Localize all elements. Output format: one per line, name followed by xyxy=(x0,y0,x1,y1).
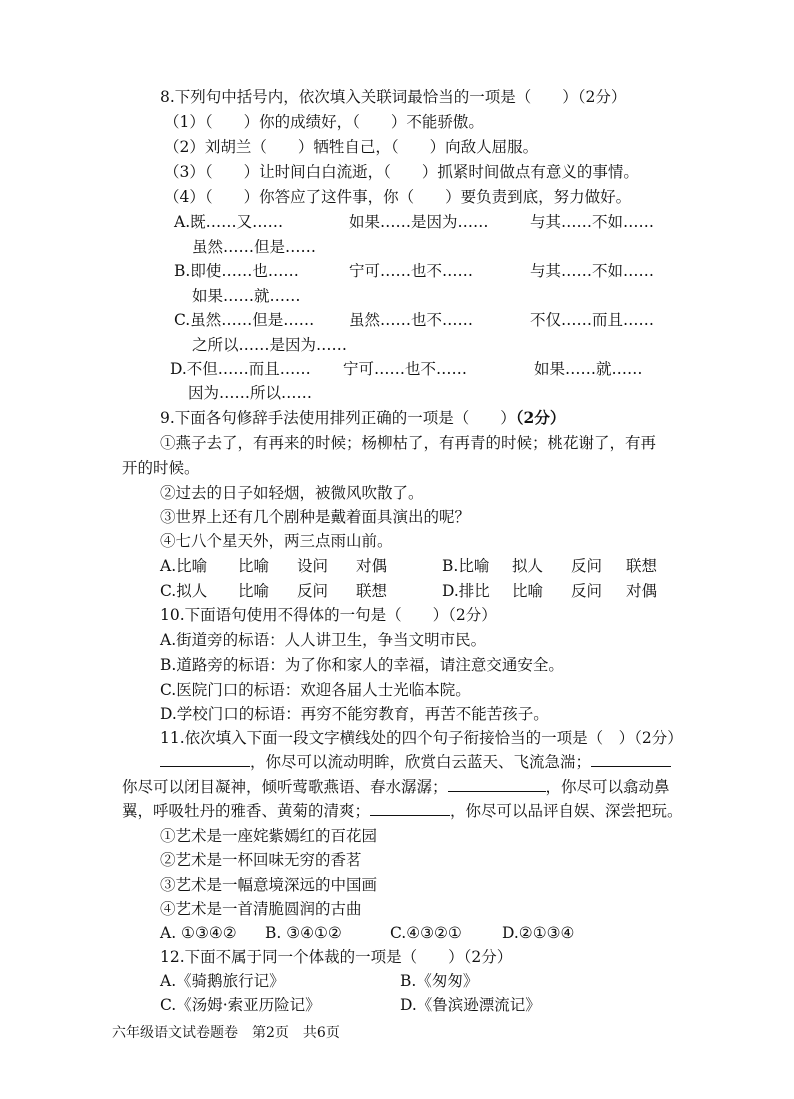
q9-option-b-4: 联想 xyxy=(626,557,658,575)
q8-option-a-2: 如果……是因为…… xyxy=(349,213,489,231)
q11-passage-text-2a: 你尽可以闭目凝神，倾听莺歌燕语、春水潺潺； xyxy=(122,778,448,796)
q11-stem: 11.依次填入下面一段文字横线处的四个句子衔接恰当的一项是（ ）（2分） xyxy=(160,729,683,747)
q8-option-b-3: 与其……不如…… xyxy=(530,262,655,280)
q9-option-a-3: 设问 xyxy=(297,557,329,575)
q9-sentence-4: ④七八个星天外，两三点雨山前。 xyxy=(160,532,393,550)
q8-option-d-3: 如果……就…… xyxy=(534,360,643,378)
q11-passage-line-2 xyxy=(122,776,670,798)
q8-sentence-1: （1）（ ）你的成绩好，（ ）不能骄傲。 xyxy=(164,113,484,131)
q8-option-a-4: 虽然……但是…… xyxy=(192,238,317,256)
q9-option-a-1: A.比喻 xyxy=(160,557,208,575)
q9-option-c-2: 比喻 xyxy=(238,582,270,600)
q12-option-c: C.《汤姆·索亚历险记》 xyxy=(160,996,321,1014)
q9-sentence-2: ②过去的日子如轻烟，被微风吹散了。 xyxy=(160,484,424,502)
q8-sentence-4: （4）（ ）你答应了这件事，你（ ）要负责到底，努力做好。 xyxy=(164,188,632,206)
q12-option-a: A.《骑鹅旅行记》 xyxy=(160,972,285,990)
q9-sentence-3: ③世界上还有几个剧种是戴着面具演出的呢？ xyxy=(160,508,471,526)
q8-option-b-4: 如果……就…… xyxy=(192,287,301,305)
q11-blank-3 xyxy=(448,777,546,792)
q8-option-c-4: 之所以……是因为…… xyxy=(192,336,348,354)
q9-option-a-4: 对偶 xyxy=(356,557,388,575)
q11-blank-1 xyxy=(160,752,250,767)
q8-option-c-1: C.虽然……但是…… xyxy=(174,311,315,329)
q11-passage-text-1: ，你尽可以流动明眸，欣赏白云蓝天、飞流急湍； xyxy=(250,753,592,771)
q10-option-c: C.医院门口的标语：欢迎各届人士光临本院。 xyxy=(160,681,471,699)
q9-option-c-4: 联想 xyxy=(356,582,388,600)
q11-option-d: D.②①③④ xyxy=(502,924,575,942)
page-footer: 六年级语文试卷题卷 第2页 共6页 xyxy=(112,1025,340,1041)
q8-sentence-2: （2）刘胡兰（ ）牺牲自己，（ ）向敌人屈服。 xyxy=(164,138,539,156)
q11-sentence-4: ④艺术是一首清脆圆润的古曲 xyxy=(160,900,362,918)
q11-blank-4 xyxy=(370,801,450,816)
q8-option-a-3: 与其……不如…… xyxy=(530,213,655,231)
q11-option-b: B. ③④①② xyxy=(265,924,342,942)
q8-stem: 8.下列句中括号内，依次填入关联词最恰当的一项是（ ）（2分） xyxy=(160,88,627,106)
q12-option-d: D.《鲁滨逊漂流记》 xyxy=(400,996,541,1014)
q9-option-d-2: 比喻 xyxy=(512,582,544,600)
q8-option-c-3: 不仅……而且…… xyxy=(530,311,655,329)
q12-stem: 12.下面不属于同一个体裁的一项是（ ）（2分） xyxy=(160,948,513,966)
q9-sentence-1a: ①燕子去了，有再来的时候；杨柳枯了，有再青的时候；桃花谢了，有再 xyxy=(160,434,657,452)
q8-option-d-4: 因为……所以…… xyxy=(188,384,313,402)
q9-option-a-2: 比喻 xyxy=(238,557,270,575)
q8-option-c-2: 虽然……也不…… xyxy=(349,311,474,329)
q8-option-b-2: 宁可……也不…… xyxy=(349,262,474,280)
q9-stem-text: 9.下面各句修辞手法使用排列正确的一项是（ ） xyxy=(160,409,516,427)
q9-option-b-3: 反问 xyxy=(571,557,603,575)
q9-stem xyxy=(160,407,565,429)
q12-option-b: B.《匆匆》 xyxy=(400,972,479,990)
q9-option-b-1: B.比喻 xyxy=(442,557,490,575)
q10-stem: 10.下面语句使用不得体的一句是（ ）（2分） xyxy=(160,606,497,624)
q8-option-b-1: B.即使……也…… xyxy=(174,262,299,280)
q9-score: （2分） xyxy=(515,408,566,427)
q11-sentence-2: ②艺术是一杯回味无穷的香茗 xyxy=(160,851,362,869)
q9-option-c-1: C.拟人 xyxy=(160,582,208,600)
q11-sentence-1: ①艺术是一座姹紫嫣红的百花园 xyxy=(160,827,378,845)
q11-passage-line-1 xyxy=(160,751,671,773)
q9-option-d-3: 反问 xyxy=(571,582,603,600)
q8-option-d-2: 宁可……也不…… xyxy=(343,360,468,378)
q11-option-c: C.④③②① xyxy=(390,924,462,942)
q8-option-d-1: D.不但……而且…… xyxy=(170,360,311,378)
q10-option-b: B.道路旁的标语：为了你和家人的幸福，请注意交通安全。 xyxy=(160,656,564,674)
q11-sentence-3: ③艺术是一幅意境深远的中国画 xyxy=(160,876,378,894)
q8-option-a-1: A.既……又…… xyxy=(174,213,284,231)
q11-blank-2 xyxy=(591,752,671,767)
q9-option-d-4: 对偶 xyxy=(626,582,658,600)
q10-option-a: A.街道旁的标语：人人讲卫生，争当文明市民。 xyxy=(160,631,487,649)
q11-passage-text-2b: ，你尽可以翕动鼻 xyxy=(545,778,670,796)
q11-option-a: A. ①③④② xyxy=(160,924,237,942)
q11-passage-text-3b: ，你尽可以品评自娱、深尝把玩。 xyxy=(450,802,683,820)
q10-option-d: D.学校门口的标语：再穷不能穷教育，再苦不能苦孩子。 xyxy=(160,705,549,723)
q9-option-c-3: 反问 xyxy=(297,582,329,600)
q11-passage-text-3a: 翼，呼吸牡丹的雅香、黄菊的清爽； xyxy=(122,802,371,820)
q9-sentence-1b: 开的时候。 xyxy=(122,459,200,477)
q9-option-d-1: D.排比 xyxy=(442,582,490,600)
q8-sentence-3: （3）（ ）让时间白白流逝，（ ）抓紧时间做点有意义的事情。 xyxy=(164,163,639,181)
q11-passage-line-3 xyxy=(122,800,683,822)
q9-option-b-2: 拟人 xyxy=(512,557,544,575)
